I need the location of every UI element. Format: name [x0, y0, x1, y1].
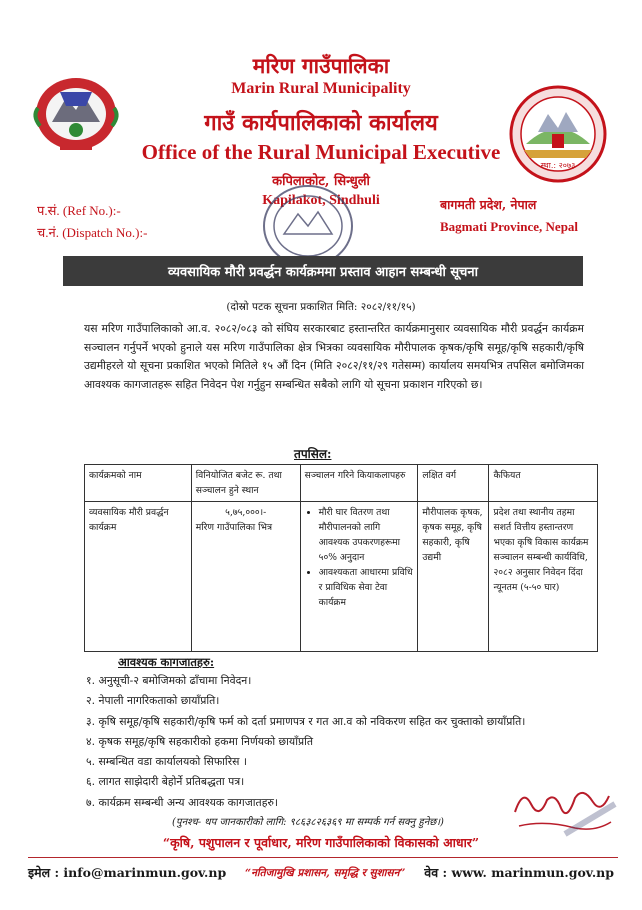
activity-item: • मौरी घार वितरण तथा मौरीपालनको लागि आवश्यक उपकरणहरूमा ५०% अनुदान: [319, 505, 414, 565]
address-np: कपिलाकोट, सिन्धुली: [272, 174, 370, 189]
municipality-name-np: मरिण गाउँपालिका: [252, 53, 390, 78]
province-np: बागमती प्रदेश, नेपाल: [440, 197, 537, 212]
documents-heading: आवश्यक कागजातहरु:: [118, 655, 215, 669]
budget-place: मरिण गाउँपालिका भित्र: [195, 522, 273, 533]
activity-item: • आवश्यकता आधारमा प्रविधि र प्राविधिक सेवा टेवा कार्यक्रम: [319, 565, 414, 610]
list-item: ४. कृषक समूह/कृषि सहकारीको हकमा निर्णयको छायाँप्रति: [86, 734, 314, 748]
cell-remarks: प्रदेश तथा स्थानीय तहमा सशर्त वित्तीय हस्तान्तरण भएका कृषि विकास कार्यक्रम सञ्चालन सम्बन्धी कार्यविधि, २०८२ अनुसार निवेदन दिंदा न्यूनतम (५-५० घार): [489, 502, 598, 652]
list-item: ५. सम्बन्धित वडा कार्यालयको सिफारिस ।: [86, 755, 247, 769]
slogan: “कृषि, पशुपालन र पूर्वाधार, मरिण गाउँपालिकाको विकासको आधार”: [162, 835, 480, 850]
municipality-name-en: Marin Rural Municipality: [231, 80, 411, 97]
table-header-row: [85, 465, 598, 502]
office-name-np: गाउँ कार्यपालिकाको कार्यालय: [204, 110, 438, 136]
notice-paragraph: यस मरिण गाउँपालिकाको आ.व. २०८२/०८३ को संघिय सरकारबाट हस्तान्तरित कार्यक्रमानुसार व्यवसायिक मौरी प्रवर्द्धन कार्यक्रम सञ्चालन गर्नुपर्ने भएको हुनाले यस मरिण गाउँपालिका क्षेत्र भित्रका व्यवसायिक मौरीपालक कृषक/कृषि समूह/कृषि सहकारी/कृषि उद्यमीहरले यो सूचना प्रकाशित भएको मितिले १५ औं दिन (मिति २०८२/११/२९ गतेसम्म) कार्यालय समयभित्र तपसिल बमोजिमका आवश्यक कागजातहरू सहित निवेदन पेश गर्नुहुन सम्बन्धित सबैको लागि यो सूचना प्रकाशन गरिएको छ।: [84, 322, 584, 391]
header-activities: सञ्चालन गरिने कियाकलापहरु: [300, 465, 418, 502]
list-item: ७. कार्यक्रम सम्बन्धी अन्य आवश्यक कागजातहरु।: [86, 795, 278, 809]
cell-target: मौरीपालक कृषक, कृषक समूह, कृषि सहकारी, कृषि उद्यमी: [418, 502, 489, 652]
header-budget: विनियोजित बजेट रू. तथा सञ्चालन हुने स्थान: [191, 465, 300, 502]
email-link[interactable]: info@marinmun.gov.np: [63, 865, 227, 880]
signature-icon: [505, 782, 617, 842]
subject-band: व्यवसायिक मौरी प्रवर्द्धन कार्यक्रममा प्रस्ताव आहान सम्बन्धी सूचना: [63, 256, 583, 286]
header-target: लक्षित वर्ग: [418, 465, 489, 502]
footer-divider: [28, 857, 618, 858]
documents-list: [86, 671, 525, 813]
program-table: [84, 464, 598, 652]
header-program: कार्यक्रमको नाम: [85, 465, 192, 502]
list-item: १. अनुसूची-२ बमोजिमको ढाँचामा निवेदन।: [86, 674, 252, 687]
tapsil-heading: तपसिल:: [294, 447, 332, 461]
web-link[interactable]: www. marinmun.gov.np: [451, 865, 614, 880]
svg-text:स्था.: २०७३: स्था.: २०७३: [540, 161, 576, 170]
contact-note: (पुनश्च- थप जानकारीको लागि: ९८६३८२६३६९ मा सम्पर्क गर्न सक्नु हुनेछ।): [172, 817, 444, 828]
header-remarks: कैफियत: [489, 465, 598, 502]
list-item: ३. कृषि समूह/कृषि सहकारी/कृषि फर्म को दर्ता प्रमाणपत्र र गत आ.व को नविकरण सहित कर चुक्ताको छायाँप्रति।: [86, 714, 526, 728]
web-label: वेव :: [424, 865, 448, 880]
province-en: Bagmati Province, Nepal: [440, 219, 579, 234]
footer-motto: “नतिजामुखि प्रशासन, समृद्धि र सुशासन”: [245, 866, 406, 879]
footer-web: [424, 864, 614, 881]
footer: [28, 864, 614, 881]
office-name-en: Office of the Rural Municipal Executive: [141, 140, 501, 164]
budget-amount: ५,७५,०००।-: [225, 507, 267, 518]
list-item: ६. लागत साझेदारी बेहोर्ने प्रतिबद्धता पत्र।: [86, 775, 245, 789]
email-label: इमेल :: [28, 865, 60, 880]
cell-program: व्यवसायिक मौरी प्रवर्द्धन कार्यक्रम: [85, 502, 192, 652]
ref-no-label: प.सं. (Ref No.):-: [37, 203, 121, 218]
table-row: [85, 502, 598, 652]
list-item: २. नेपाली नागरिकताको छायाँप्रति।: [86, 694, 220, 708]
dispatch-no-label: च.नं. (Dispatch No.):-: [37, 225, 148, 240]
publication-date-note: (दोस्रो पटक सूचना प्रकाशित मिति: २०८२/११/१५): [226, 301, 416, 313]
footer-email: [28, 864, 226, 881]
address-en: Kapilakot, Sindhuli: [262, 193, 380, 208]
cell-budget: [191, 502, 300, 652]
cell-activities: [300, 502, 418, 652]
